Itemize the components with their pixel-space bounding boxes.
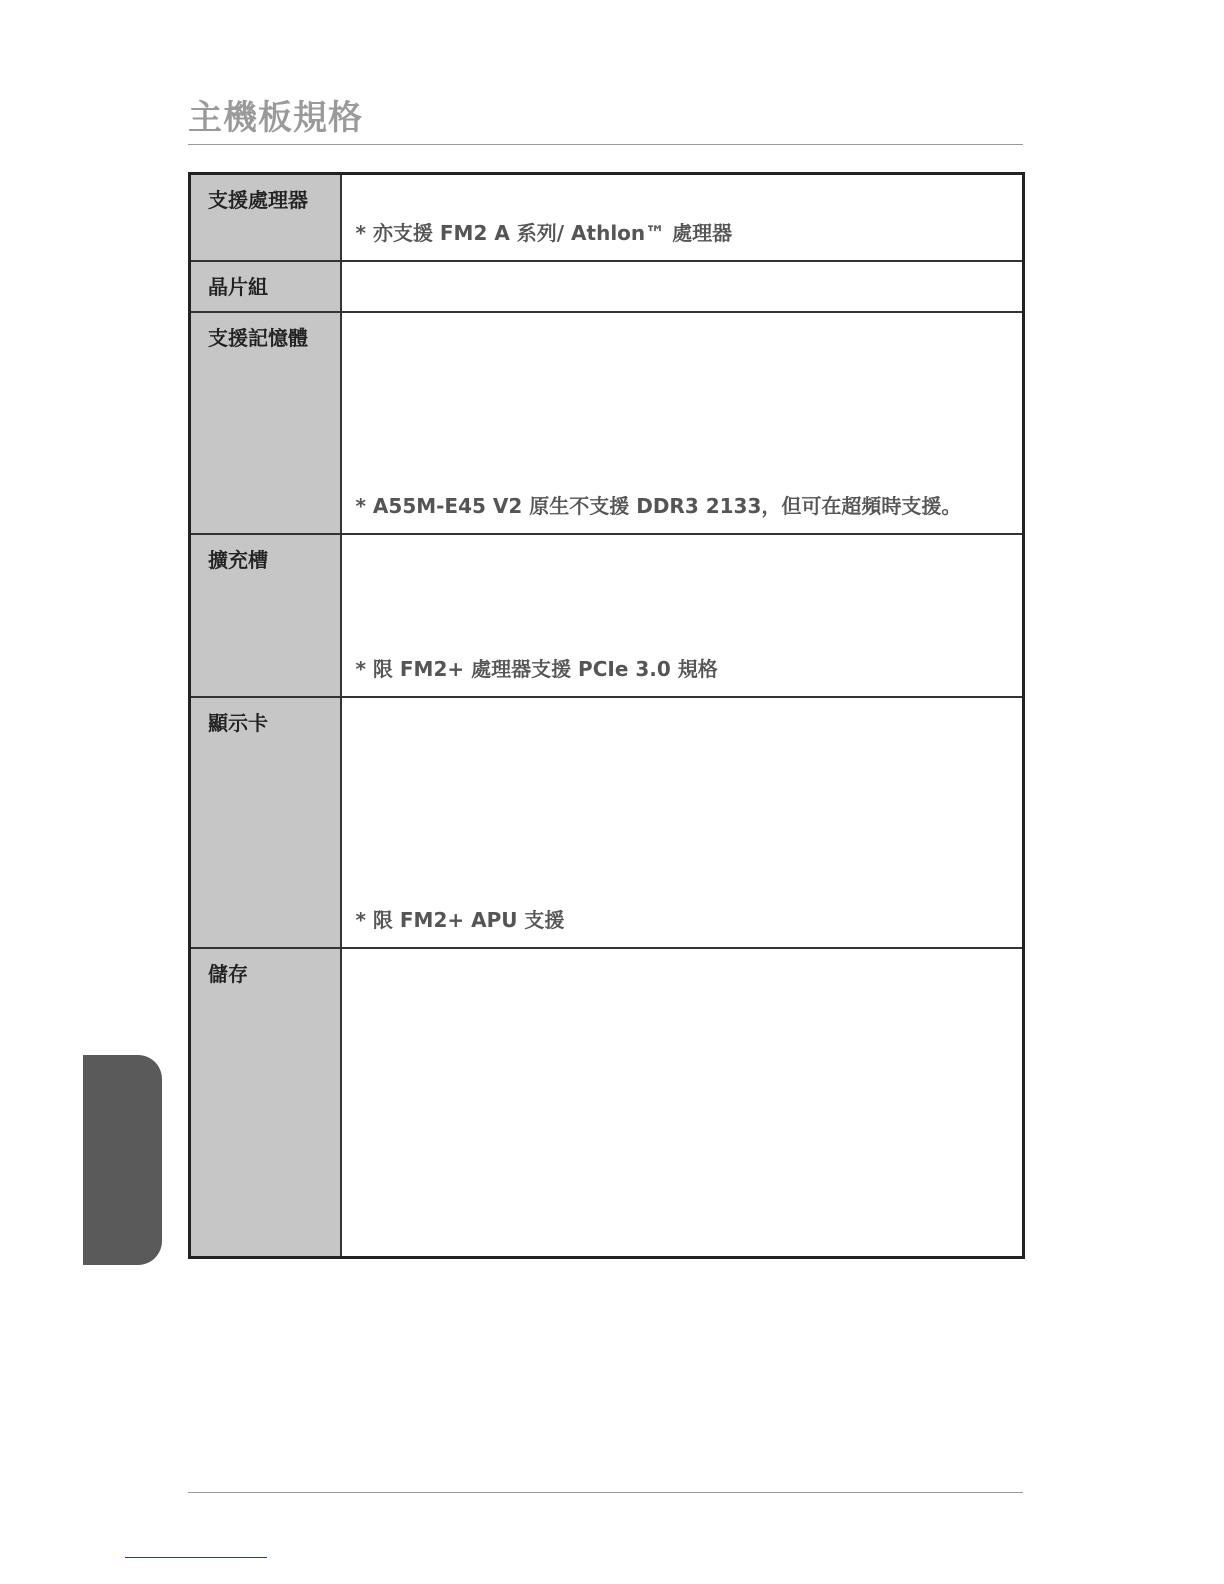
spec-label-cpu: 支援處理器 <box>190 174 341 261</box>
spec-value-expansion <box>341 534 1024 697</box>
spec-label-storage: 儲存 <box>190 948 341 1258</box>
spec-label-chipset: 晶片組 <box>190 261 341 312</box>
spec-row-chipset <box>190 261 1024 312</box>
spec-row-graphics <box>190 697 1024 948</box>
spec-note-expansion: * 限 FM2+ 處理器支援 PCIe 3.0 規格 <box>355 656 718 681</box>
spec-row-expansion <box>190 534 1024 697</box>
chapter-side-tab <box>83 1055 162 1265</box>
spec-note-cpu: * 亦支援 FM2 A 系列/ Athlon™ 處理器 <box>355 220 733 245</box>
spec-label-expansion: 擴充槽 <box>190 534 341 697</box>
footer-divider <box>188 1492 1023 1493</box>
title-divider <box>188 144 1023 145</box>
spec-note-memory: * A55M-E45 V2 原生不支援 DDR3 2133，但可在超頻時支援。 <box>355 493 962 518</box>
bottom-link-underline <box>125 1557 267 1558</box>
spec-label-memory: 支援記憶體 <box>190 312 341 534</box>
spec-row-storage <box>190 948 1024 1258</box>
spec-value-cpu <box>341 174 1024 261</box>
spec-row-cpu <box>190 174 1024 261</box>
spec-value-graphics <box>341 697 1024 948</box>
spec-table <box>188 172 1025 1259</box>
spec-value-memory <box>341 312 1024 534</box>
spec-value-storage <box>341 948 1024 1258</box>
spec-note-graphics: * 限 FM2+ APU 支援 <box>355 907 565 932</box>
spec-value-chipset <box>341 261 1024 312</box>
page-title: 主機板規格 <box>188 98 363 138</box>
spec-row-memory <box>190 312 1024 534</box>
spec-label-graphics: 顯示卡 <box>190 697 341 948</box>
